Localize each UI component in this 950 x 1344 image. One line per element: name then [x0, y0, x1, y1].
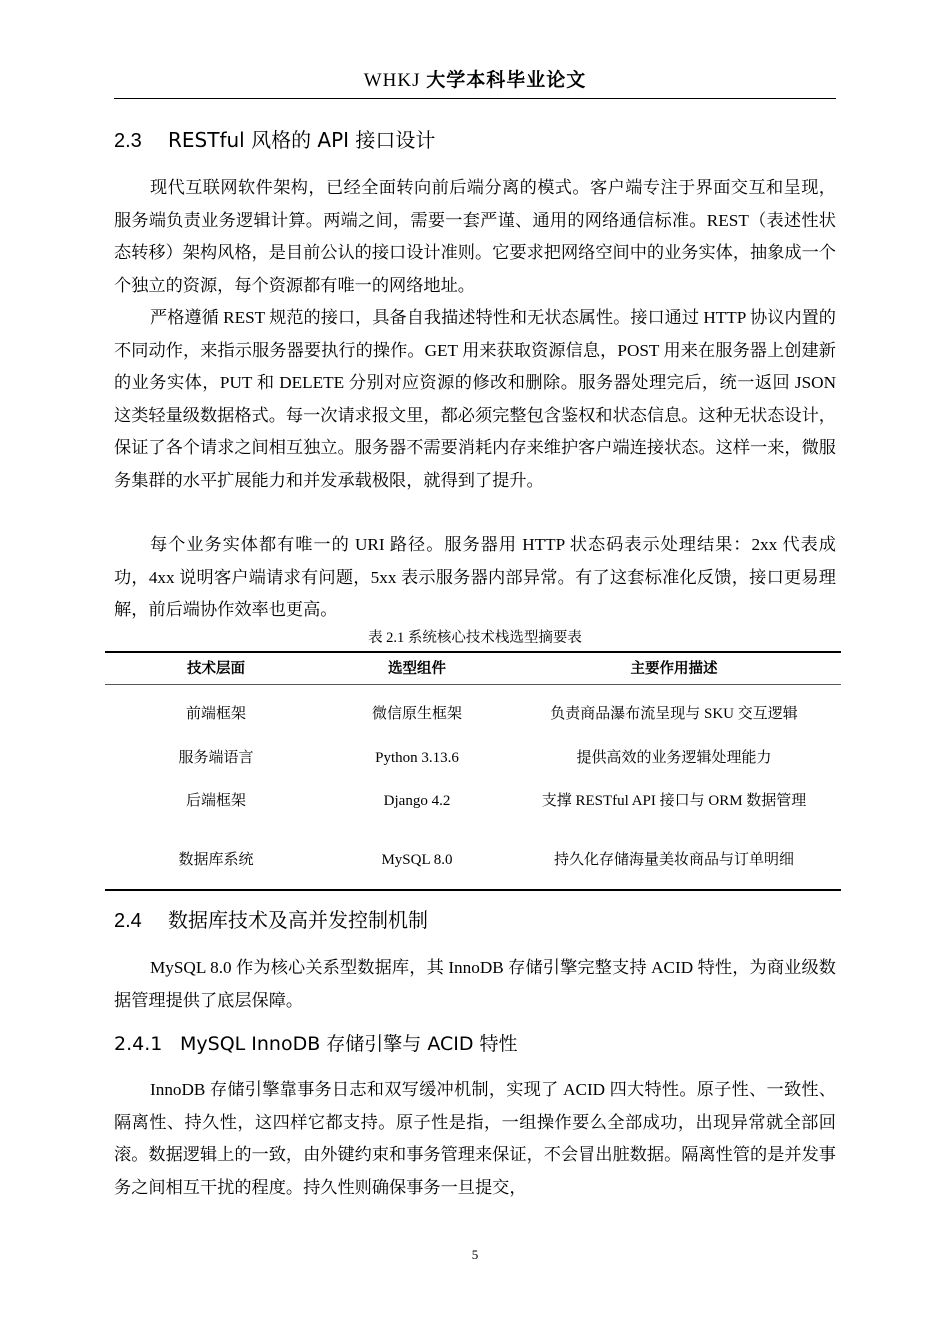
table-cell: 服务端语言: [178, 750, 254, 766]
section-title: 数据库技术及高并发控制机制: [168, 908, 428, 932]
section-number: 2.4: [114, 910, 142, 932]
table-bottom-rule: [105, 889, 841, 891]
paragraph: 现代互联网软件架构，已经全面转向前后端分离的模式。客户端专注于界面交互和呈现，服务端负责业务逻辑计算。两端之间，需要一套严谨、通用的网络通信标准。REST（表述性状态转移）架构风格，是目前公认的接口设计准则。它要求把网络空间中的业务实体，抽象成一个个独立的资源，每个资源都有唯一的网络地址。: [114, 178, 836, 295]
section-2-4-1-heading: [114, 1030, 518, 1058]
running-header: [114, 66, 836, 95]
page-number: 5: [471, 1247, 479, 1262]
table-header-cell: 主要作用描述: [630, 661, 718, 677]
header-title: 大学本科毕业论文: [426, 69, 587, 91]
header-rule: [114, 98, 836, 99]
table-caption: 表 2.1 系统核心技术栈选型摘要表: [368, 630, 582, 646]
section-number: 2.3: [114, 130, 142, 152]
section-number: 2.4.1: [114, 1033, 163, 1055]
table-cell: 数据库系统: [178, 852, 254, 868]
section-title: MySQL InnoDB 存储引擎与 ACID 特性: [180, 1033, 518, 1055]
table-cell: 支撑 RESTful API 接口与 ORM 数据管理: [541, 793, 807, 809]
section-2-3-heading: [114, 126, 435, 155]
table-cell: 提供高效的业务逻辑处理能力: [576, 750, 772, 766]
table-cell: Django 4.2: [383, 793, 451, 809]
table-header-rule: [105, 684, 841, 685]
table-header-cell: 技术层面: [187, 661, 245, 677]
table-cell: 后端框架: [185, 793, 246, 809]
tech-stack-table: [105, 651, 841, 891]
section-title: RESTful 风格的 API 接口设计: [168, 128, 436, 152]
paragraph: InnoDB 存储引擎靠事务日志和双写缓冲机制，实现了 ACID 四大特性。原子性、一致性、隔离性、持久性，这四样它都支持。原子性是指，一组操作要么全部成功，出现异常就全部回滚。数据逻辑上的一致，由外键约束和事务管理来保证，不会冒出脏数据。隔离性管的是并发事务之间相互干扰的程度。持久性则确保事务一旦提交，: [114, 1080, 836, 1197]
table-cell: MySQL 8.0: [381, 852, 453, 868]
paragraph: 每个业务实体都有唯一的 URI 路径。服务器用 HTTP 状态码表示处理结果：2xx 代表成功，4xx 说明客户端请求有问题，5xx 表示服务器内部异常。有了这套标准化反馈，接口更易理解，前后端协作效率也更高。: [114, 535, 836, 619]
table-cell: Python 3.13.6: [375, 750, 459, 766]
table-cell: 负责商品瀑布流呈现与 SKU 交互逻辑: [550, 706, 798, 722]
table-cell: 前端框架: [185, 706, 246, 722]
header-prefix: WHKJ: [363, 70, 421, 91]
paragraph: MySQL 8.0 作为核心关系型数据库，其 InnoDB 存储引擎完整支持 ACID 特性，为商业级数据管理提供了底层保障。: [114, 958, 836, 1010]
table-cell: 微信原生框架: [371, 706, 462, 722]
table-cell: 持久化存储海量美妆商品与订单明细: [553, 852, 794, 868]
table-header-cell: 选型组件: [388, 661, 446, 677]
paragraph: 严格遵循 REST 规范的接口，具备自我描述特性和无状态属性。接口通过 HTTP 协议内置的不同动作，来指示服务器要执行的操作。GET 用来获取资源信息，POST 用来在服务器上创建新的业务实体，PUT 和 DELETE 分别对应资源的修改和删除。服务器处理完后，统一返回 JSON 这类轻量级数据格式。每一次请求报文里，都必须完整包含鉴权和状态信息。这种无状态设计，保证了各个请求之间相互独立。服务器不需要消耗内存来维护客户端连接状态。这样一来，微服务集群的水平扩展能力和并发承载极限，就得到了提升。: [114, 308, 836, 490]
section-2-4-heading: [114, 906, 428, 935]
table-top-rule: [105, 651, 841, 653]
